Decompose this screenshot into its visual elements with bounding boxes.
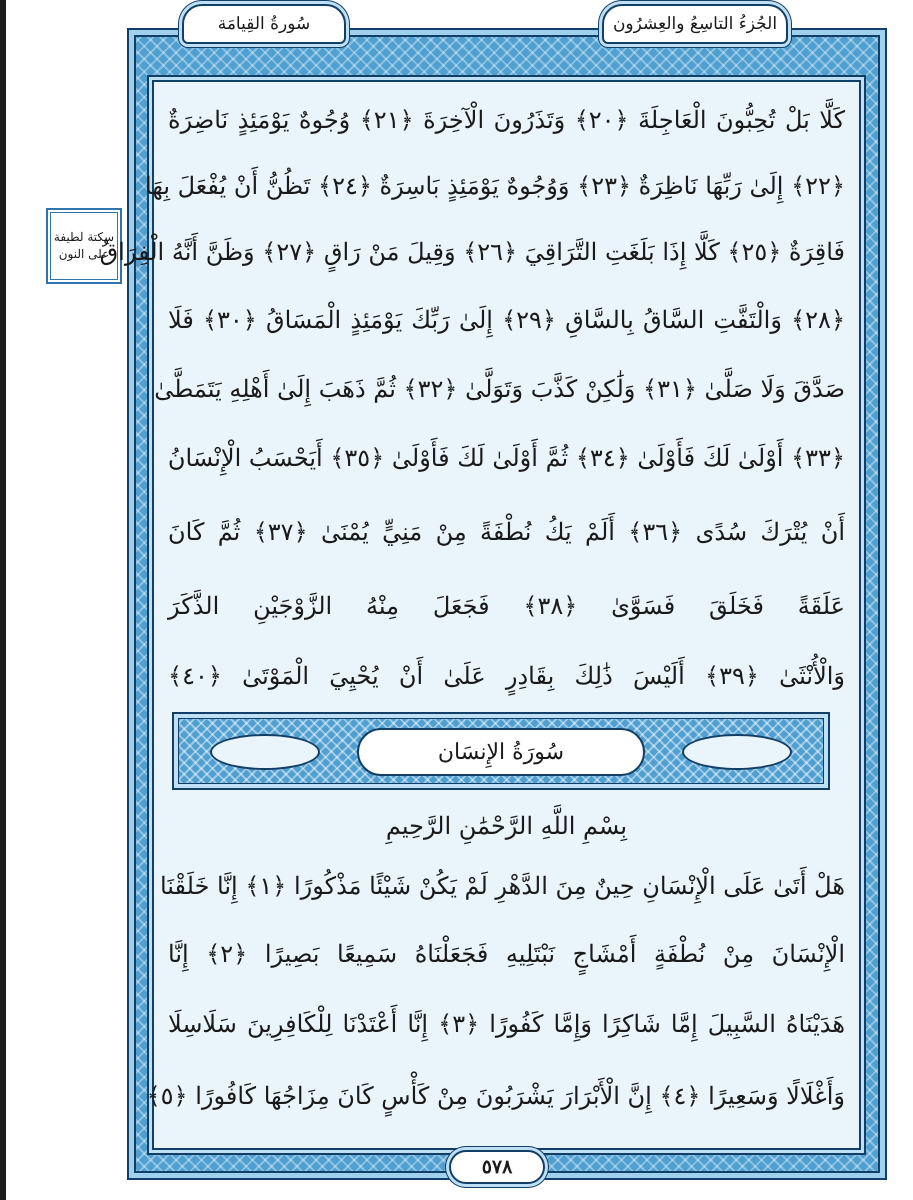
juz-label: الجُزءُ التاسِعُ والعِشرُون xyxy=(602,4,788,44)
verse-line: هَدَيْنَاهُ السَّبِيلَ إِمَّا شَاكِرًا وَإِمَّا كَفُورًا ﴿٣﴾ إِنَّا أَعْتَدْنَا لِلْكَافِرِينَ سَلَاسِلَا xyxy=(168,1010,846,1038)
surah-title: سُورَةُ الإِنسَان xyxy=(357,728,645,776)
margin-note: سكتة لطيفة على النون xyxy=(46,208,122,284)
verse-line: الْإِنْسَانَ مِنْ نُطْفَةٍ أَمْشَاجٍ نَبْتَلِيهِ فَجَعَلْنَاهُ سَمِيعًا بَصِيرًا ﴿٢﴾ إِنَّا xyxy=(168,940,845,968)
surah-label: سُورةُ القِيامَة xyxy=(182,4,346,44)
verse-line: ﴿٢٢﴾ إِلَىٰ رَبِّهَا نَاظِرَةٌ ﴿٢٣﴾ وَوُجُوهٌ يَوْمَئِذٍ بَاسِرَةٌ ﴿٢٤﴾ تَظُنُّ أَنْ يُفْعَلَ بِهَا xyxy=(144,172,845,200)
verse-line: كَلَّا بَلْ تُحِبُّونَ الْعَاجِلَةَ ﴿٢٠﴾ وَتَذَرُونَ الْآخِرَةَ ﴿٢١﴾ وُجُوهٌ يَوْمَئِذٍ نَاضِرَةٌ xyxy=(168,106,845,134)
verse-line: ﴿٢٨﴾ وَالْتَفَّتِ السَّاقُ بِالسَّاقِ ﴿٢٩﴾ إِلَىٰ رَبِّكَ يَوْمَئِذٍ الْمَسَاقُ ﴿٣٠﴾ فَلَا xyxy=(168,306,845,334)
right-ornament-icon xyxy=(682,734,792,770)
verse-line: وَأَغْلَالًا وَسَعِيرًا ﴿٤﴾ إِنَّ الْأَبْرَارَ يَشْرَبُونَ مِنْ كَأْسٍ كَانَ مِزَاجُهَا كَافُورًا ﴿٥﴾ xyxy=(146,1082,845,1110)
verse-line: صَدَّقَ وَلَا صَلَّىٰ ﴿٣١﴾ وَلَٰكِنْ كَذَّبَ وَتَوَلَّىٰ ﴿٣٢﴾ ثُمَّ ذَهَبَ إِلَىٰ أَهْلِهِ يَتَمَطَّىٰ xyxy=(154,375,845,403)
basmala: بِسْمِ اللَّهِ الرَّحْمَٰنِ الرَّحِيمِ xyxy=(385,812,628,840)
page-number: ٥٧٨ xyxy=(449,1150,545,1184)
verse-line: ﴿٣٣﴾ أَوْلَىٰ لَكَ فَأَوْلَىٰ ﴿٣٤﴾ ثُمَّ أَوْلَىٰ لَكَ فَأَوْلَىٰ ﴿٣٥﴾ أَيَحْسَبُ الْإِنْسَانُ xyxy=(167,444,845,472)
surah-header-banner xyxy=(172,712,830,790)
left-edge-strip xyxy=(0,0,6,1200)
verse-line: أَنْ يُتْرَكَ سُدًى ﴿٣٦﴾ أَلَمْ يَكُ نُطْفَةً مِنْ مَنِيٍّ يُمْنَىٰ ﴿٣٧﴾ ثُمَّ كَانَ xyxy=(168,518,845,546)
verse-line: هَلْ أَتَىٰ عَلَى الْإِنْسَانِ حِينٌ مِنَ الدَّهْرِ لَمْ يَكُنْ شَيْئًا مَذْكُورًا ﴿١﴾ إِنَّا خَلَقْنَا xyxy=(159,872,845,900)
left-ornament-icon xyxy=(210,734,320,770)
verse-line: فَاقِرَةٌ ﴿٢٥﴾ كَلَّا إِذَا بَلَغَتِ التَّرَاقِيَ ﴿٢٦﴾ وَقِيلَ مَنْ رَاقٍ ﴿٢٧﴾ وَظَنَّ أَنَّهُ الْفِرَاقُ xyxy=(99,238,845,266)
verse-line: عَلَقَةً فَخَلَقَ فَسَوَّىٰ ﴿٣٨﴾ فَجَعَلَ مِنْهُ الزَّوْجَيْنِ الذَّكَرَ xyxy=(168,592,846,620)
verse-line: وَالْأُنْثَىٰ ﴿٣٩﴾ أَلَيْسَ ذَٰلِكَ بِقَادِرٍ عَلَىٰ أَنْ يُحْيِيَ الْمَوْتَىٰ ﴿٤٠﴾ xyxy=(168,662,846,690)
